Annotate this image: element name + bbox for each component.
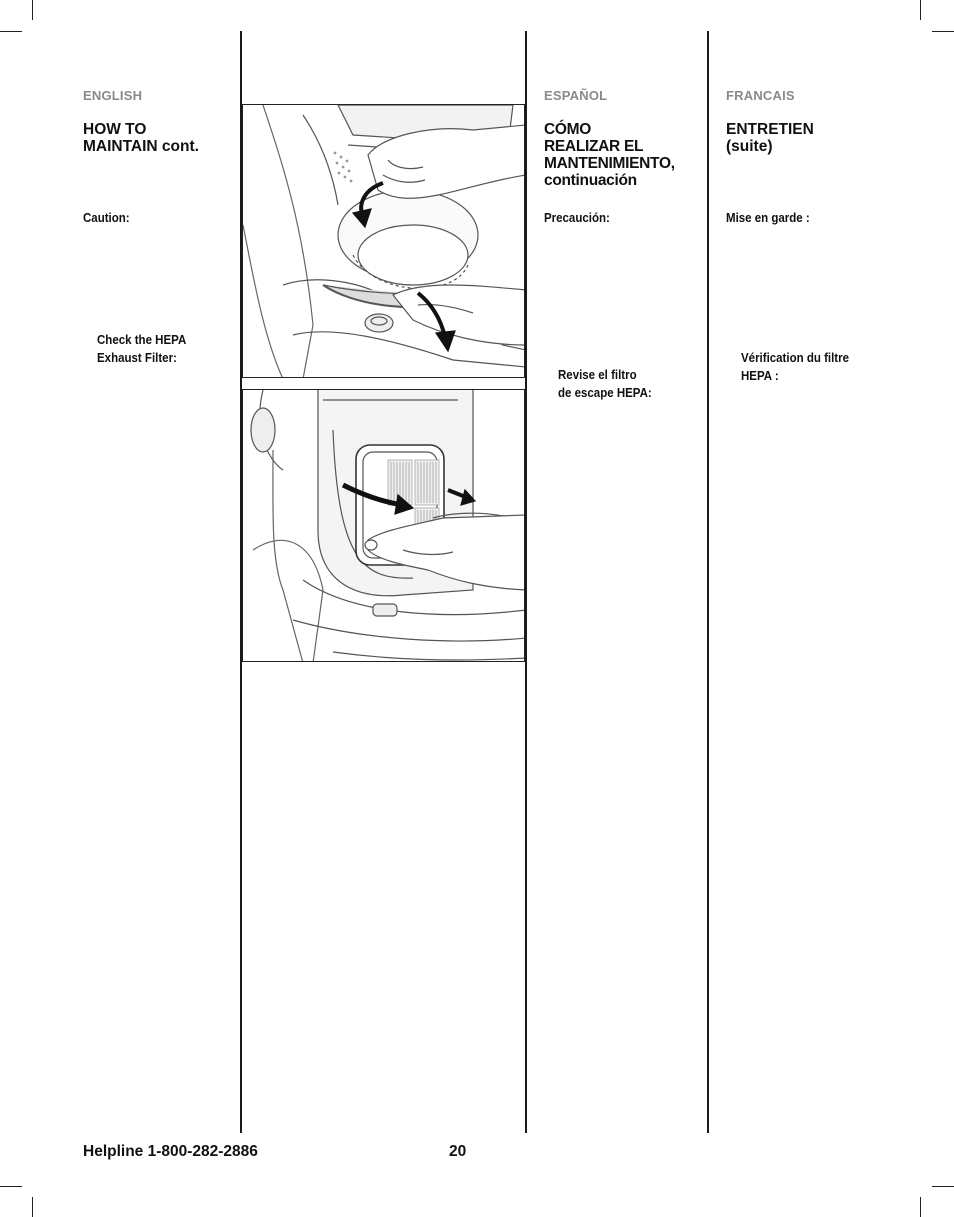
heading-line: CÓMO — [544, 121, 592, 138]
subheading-line: Vérification du filtre — [741, 351, 849, 365]
heading-line: (suite) — [726, 138, 773, 155]
subheading-hepa-french — [741, 349, 849, 385]
helpline-text: Helpline 1-800-282-2886 — [83, 1143, 258, 1160]
caution-label-french: Mise en garde : — [726, 211, 810, 225]
column-divider — [525, 31, 527, 1133]
language-label-english: ENGLISH — [83, 88, 143, 103]
section-heading-english — [83, 121, 199, 155]
crop-mark — [0, 31, 22, 32]
section-heading-spanish — [544, 121, 675, 189]
subheading-line: de escape HEPA: — [558, 386, 652, 400]
language-label-french: FRANCAIS — [726, 88, 795, 103]
subheading-line: HEPA : — [741, 369, 779, 383]
illustration-hepa-filter — [242, 389, 525, 662]
subheading-line: Check the HEPA — [97, 333, 187, 347]
heading-line: REALIZAR EL — [544, 138, 644, 155]
heading-line: MANTENIMIENTO, — [544, 155, 675, 172]
crop-mark — [0, 1186, 22, 1187]
crop-mark — [932, 1186, 954, 1187]
subheading-line: Revise el filtro — [558, 368, 637, 382]
crop-mark — [920, 1197, 921, 1217]
heading-line: ENTRETIEN — [726, 121, 814, 138]
heading-line: MAINTAIN cont. — [83, 138, 199, 155]
heading-line: HOW TO — [83, 121, 147, 138]
caution-label-english: Caution: — [83, 211, 130, 225]
crop-mark — [32, 0, 33, 20]
caution-label-spanish: Precaución: — [544, 211, 610, 225]
section-heading-french — [726, 121, 814, 155]
page-number: 20 — [449, 1143, 467, 1160]
crop-mark — [32, 1197, 33, 1217]
illustration-dirt-cup — [242, 104, 525, 378]
language-label-spanish: ESPAÑOL — [544, 88, 608, 103]
subheading-hepa-spanish — [558, 366, 652, 402]
column-divider — [707, 31, 709, 1133]
heading-line: continuación — [544, 172, 637, 189]
subheading-line: Exhaust Filter: — [97, 351, 177, 365]
subheading-hepa-english — [97, 331, 186, 367]
crop-mark — [932, 31, 954, 32]
crop-mark — [920, 0, 921, 20]
